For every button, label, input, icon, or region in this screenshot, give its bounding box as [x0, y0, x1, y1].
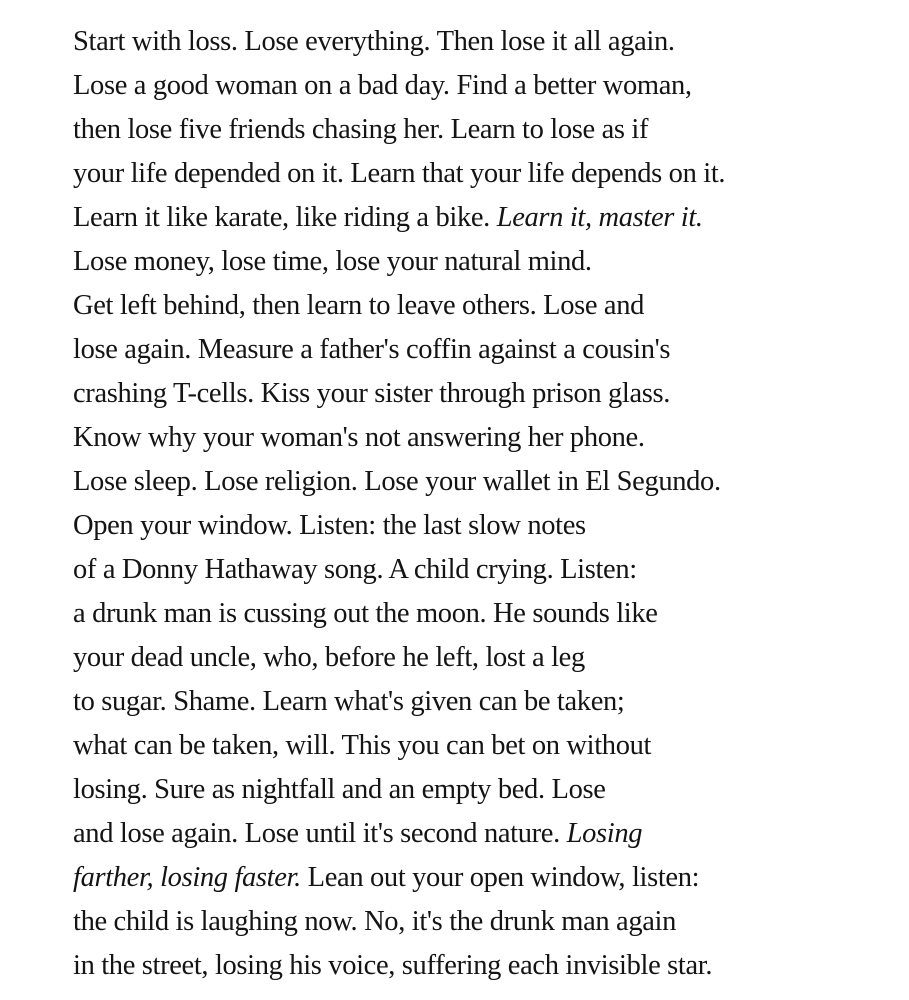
poem-text-segment: Lean out your open window, listen: [300, 862, 700, 893]
poem-line [73, 724, 893, 768]
poem-text-segment: the child is laughing now. No, it's the drunk man again [73, 906, 677, 937]
poem-text-segment: lose again. Measure a father's coffin against a cousin's [73, 334, 671, 365]
poem-line [73, 504, 893, 548]
poem-line [73, 372, 893, 416]
poem-line [73, 944, 893, 988]
poem-line [73, 548, 893, 592]
poem-text-segment: Lose sleep. Lose religion. Lose your wallet in El Segundo. [73, 466, 721, 497]
poem-italic-text: Learn it, master it. [496, 202, 703, 233]
poem-line [73, 328, 893, 372]
poem-line [73, 284, 893, 328]
poem-line [73, 636, 893, 680]
poem-line [73, 416, 893, 460]
poem-italic-text: Losing [566, 818, 643, 849]
poem-line [73, 152, 893, 196]
poem-text-segment: in the street, losing his voice, suffering each invisible star. [73, 950, 713, 981]
poem-text-segment: Start with loss. Lose everything. Then lose it all again. [73, 26, 675, 57]
poem-line [73, 592, 893, 636]
poem-text-segment: Open your window. Listen: the last slow notes [73, 510, 586, 541]
poem-text-segment: then lose five friends chasing her. Learn to lose as if [73, 114, 649, 145]
poem-text-segment: Lose money, lose time, lose your natural mind. [73, 246, 592, 277]
poem-text-segment: your life depended on it. Learn that your life depends on it. [73, 158, 726, 189]
poem-line [73, 856, 893, 900]
poem-text-segment: and lose again. Lose until it's second nature. [73, 818, 567, 849]
poem-text-segment: to sugar. Shame. Learn what's given can be taken; [73, 686, 625, 717]
poem-line [73, 680, 893, 724]
poem-line [73, 196, 893, 240]
poem-line [73, 20, 893, 64]
poem-text-segment: of a Donny Hathaway song. A child crying. Listen: [73, 554, 637, 585]
poem-italic-text: farther, losing faster. [73, 862, 301, 893]
poem-line [73, 64, 893, 108]
poem-line [73, 108, 893, 152]
poem-text-segment: Lose a good woman on a bad day. Find a better woman, [73, 70, 692, 101]
poem-text-segment: what can be taken, will. This you can bet on without [73, 730, 652, 761]
poem-text-segment: Learn it like karate, like riding a bike. [73, 202, 497, 233]
poem-text-segment: a drunk man is cussing out the moon. He sounds like [73, 598, 658, 629]
poem-line [73, 460, 893, 504]
poem-line [73, 900, 893, 944]
poem-text-segment: Know why your woman's not answering her phone. [73, 422, 645, 453]
poem-text-segment: Get left behind, then learn to leave others. Lose and [73, 290, 645, 321]
poem-text-segment: crashing T-cells. Kiss your sister through prison glass. [73, 378, 671, 409]
poem-line [73, 768, 893, 812]
poem-text-segment: losing. Sure as nightfall and an empty bed. Lose [73, 774, 606, 805]
poem-text-segment: your dead uncle, who, before he left, lost a leg [73, 642, 585, 673]
poem-text [73, 20, 893, 988]
poem-line [73, 812, 893, 856]
poem-line [73, 240, 893, 284]
